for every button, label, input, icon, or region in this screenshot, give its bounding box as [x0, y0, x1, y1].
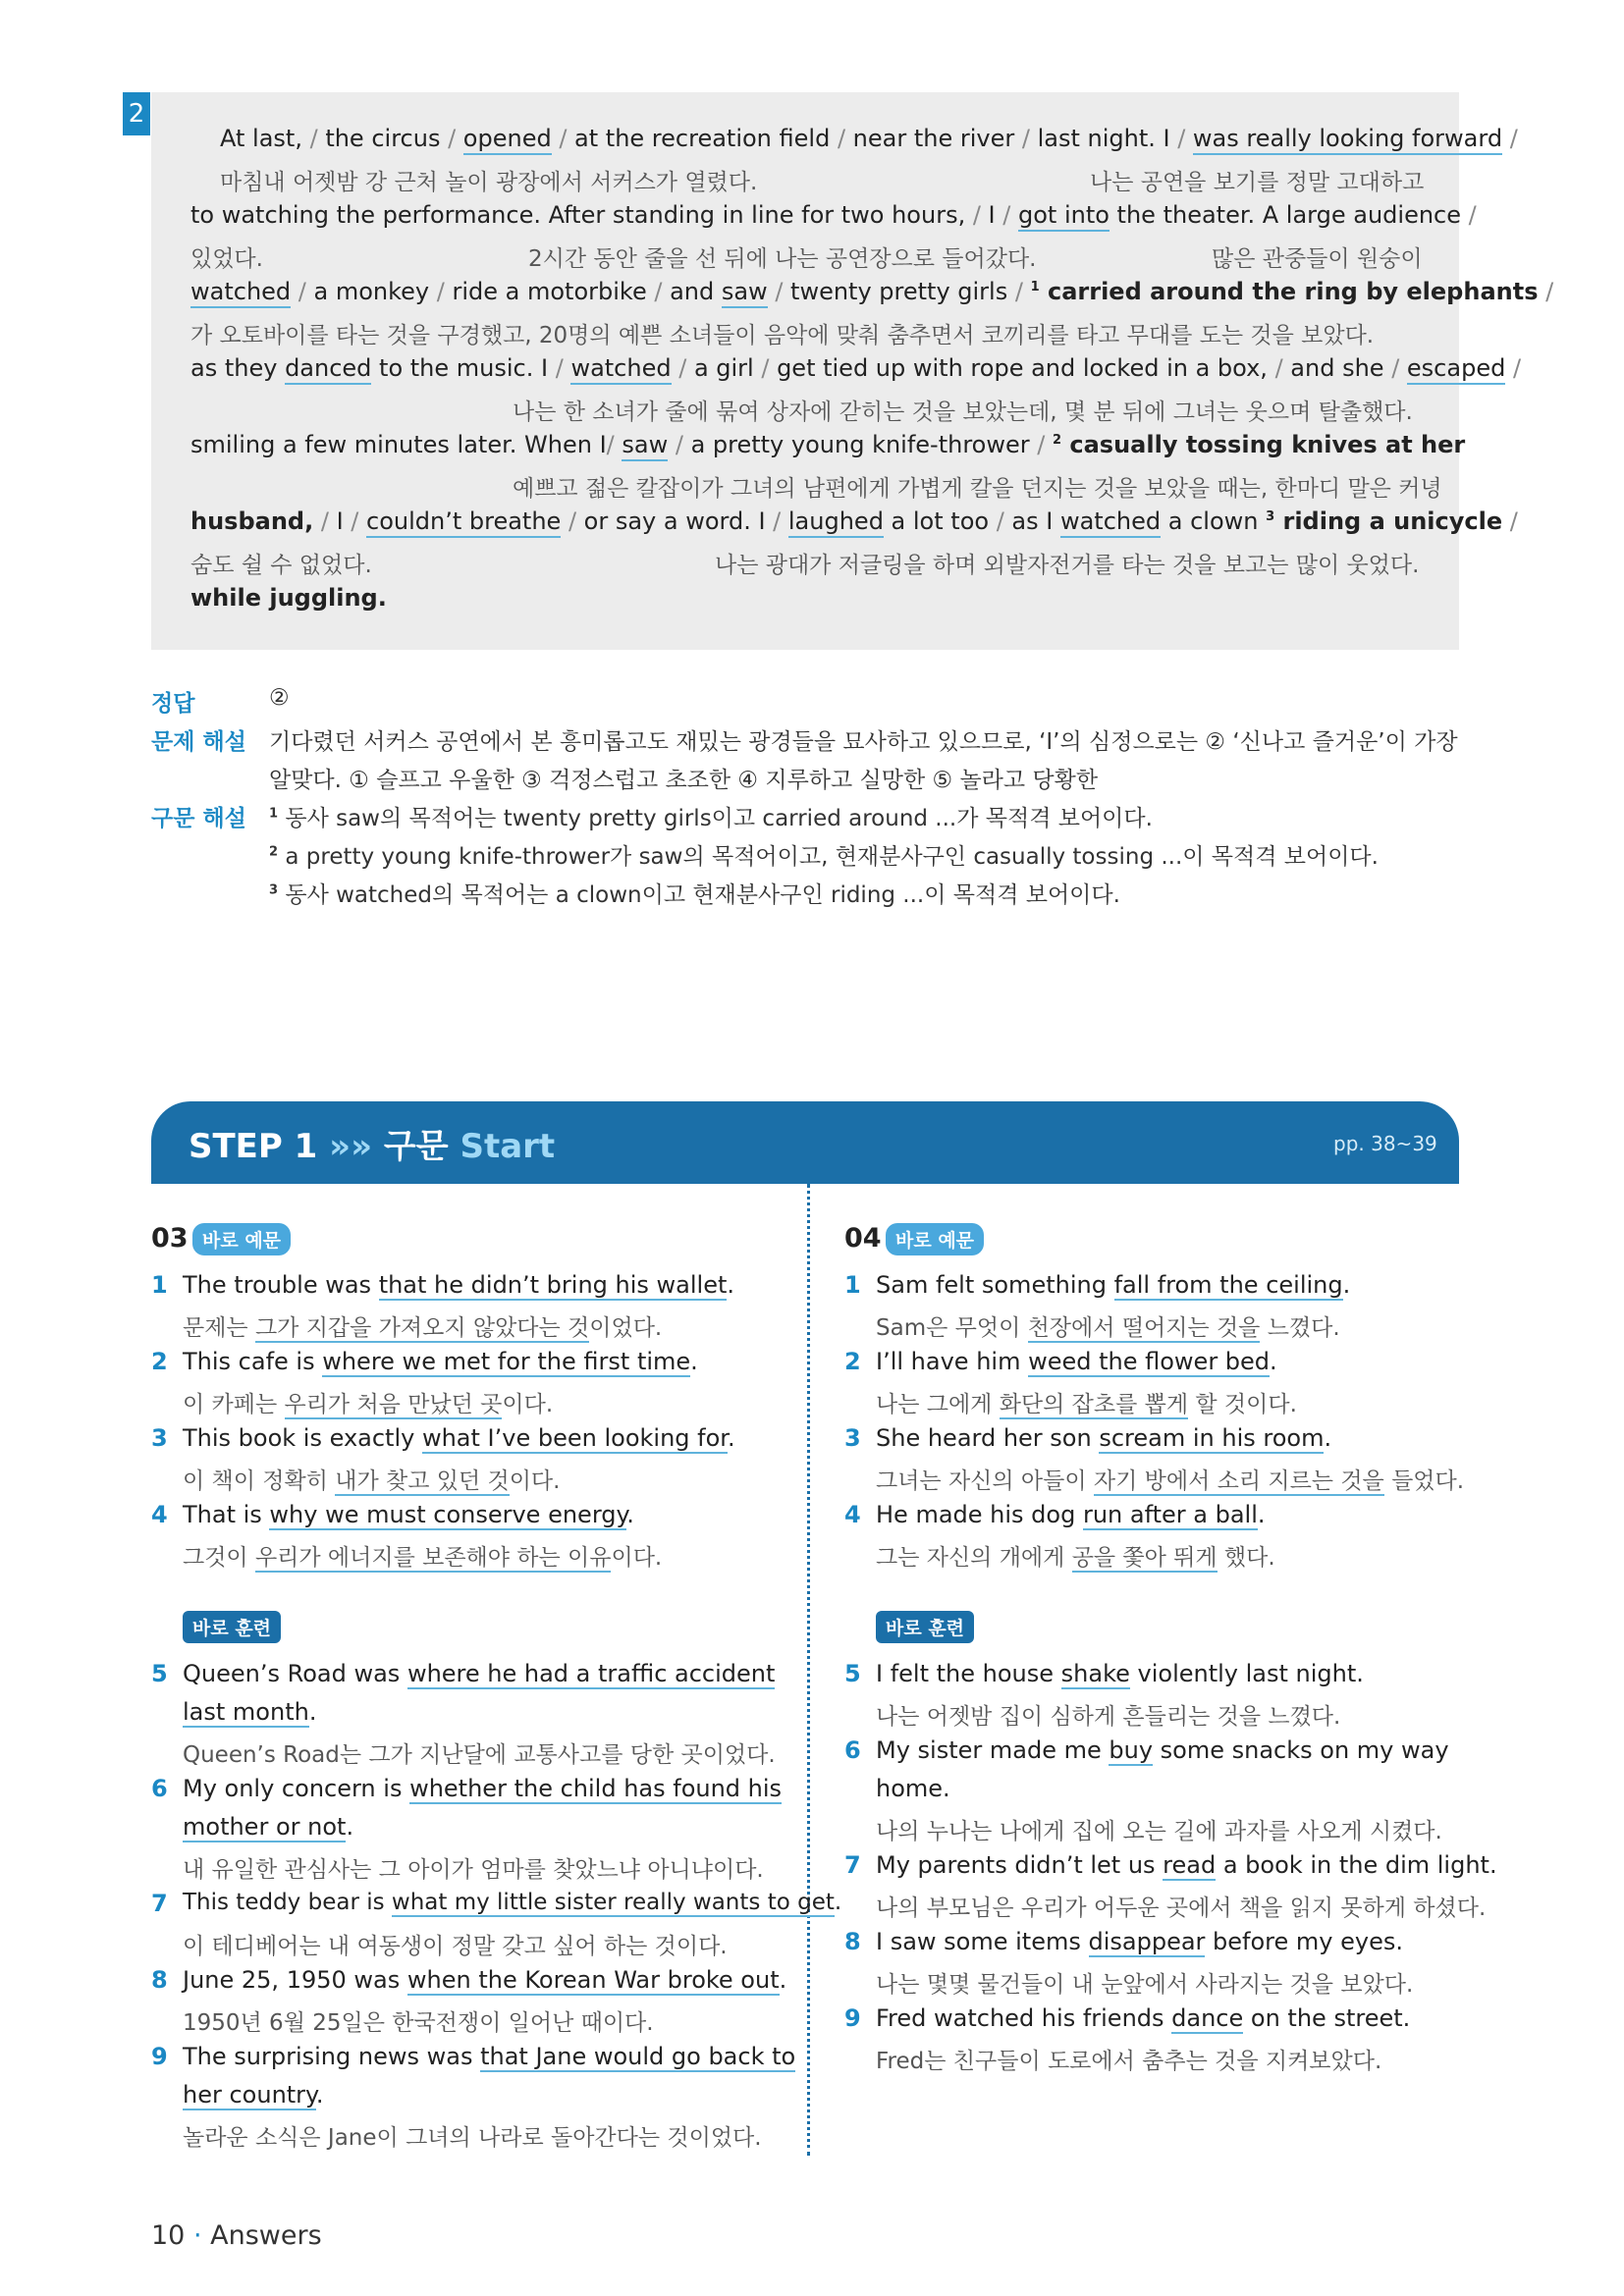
- passage-line-3: watched / a monkey / ride a motorbike / and saw / twenty pretty girls / $^1$ carried around the ring by elephants /: [190, 278, 1418, 305]
- answer-value: ②: [269, 685, 290, 711]
- structure-label: 구문 해설: [151, 806, 246, 831]
- passage-translation-3: 가 오토바이를 타는 것을 구경했고, 20명의 예쁜 소녀들이 음악에 맞춰 춤추면서 코끼리를 타고 무대를 도는 것을 보았다.: [190, 323, 1375, 348]
- item-translation: 나는 그에게 화단의 잡초를 뽑게 할 것이다.: [876, 1392, 1297, 1417]
- item-number: 8: [151, 1966, 168, 1994]
- item-number: 2: [844, 1348, 861, 1375]
- item-translation: 놀라운 소식은 Jane이 그녀의 나라로 돌아간다는 것이었다.: [183, 2125, 762, 2151]
- item-sentence: The trouble was that he didn’t bring his wallet.: [183, 1271, 735, 1299]
- double-chevron-icon: »»: [329, 1127, 384, 1166]
- section-number-03: 03: [151, 1223, 189, 1254]
- item-number: 5: [151, 1660, 168, 1687]
- item-number: 6: [844, 1736, 861, 1764]
- item-translation: Queen’s Road는 그가 지난달에 교통사고를 당한 곳이었다.: [183, 1742, 776, 1768]
- item-sentence: I’ll have him weed the flower bed.: [876, 1348, 1277, 1375]
- structure-line-2: $^2$ a pretty young knife-thrower가 saw의 목적어이고, 현재분사구인 casually tossing ...이 목적격 보어이다.: [269, 844, 1379, 870]
- column-divider: [807, 1184, 810, 2156]
- item-number: 9: [844, 2004, 861, 2032]
- item-translation: Sam은 무엇이 천장에서 떨어지는 것을 느꼈다.: [876, 1315, 1340, 1341]
- item-sentence: The surprising news was that Jane would go back to: [183, 2043, 796, 2070]
- item-number: 7: [844, 1851, 861, 1879]
- item-number: 1: [151, 1271, 168, 1299]
- structure-line-1: $^1$ 동사 saw의 목적어는 twenty pretty girls이고 carried around ...가 목적격 보어이다.: [269, 806, 1153, 831]
- item-sentence: She heard her son scream in his room.: [876, 1424, 1332, 1452]
- explanation-label: 문제 해설: [151, 729, 246, 755]
- item-translation: Fred는 친구들이 도로에서 춤추는 것을 지켜보았다.: [876, 2049, 1382, 2074]
- item-translation: 이 책이 정확히 내가 찾고 있던 것이다.: [183, 1468, 561, 1494]
- passage-translation-4: 나는 한 소녀가 줄에 묶여 상자에 갇히는 것을 보았는데, 몇 분 뒤에 그녀는 웃으며 탈출했다.: [513, 400, 1413, 425]
- item-sentence: Queen’s Road was where he had a traffic accident: [183, 1660, 776, 1687]
- item-sentence-cont: last month.: [183, 1698, 317, 1726]
- item-translation: 그것이 우리가 에너지를 보존해야 하는 이유이다.: [183, 1545, 663, 1571]
- item-number: 4: [844, 1501, 861, 1528]
- passage-translation-1: 마침내 어젯밤 강 근처 놀이 광장에서 서커스가 열렸다.: [220, 170, 758, 195]
- passage-line-7: while juggling.: [190, 584, 387, 612]
- practice-tag: 바로 훈련: [876, 1611, 974, 1643]
- passage-translation-2a: 있었다.: [190, 246, 263, 272]
- item-sentence: This book is exactly what I’ve been looking for.: [183, 1424, 735, 1452]
- passage-line-4: as they danced to the music. I / watched / a girl / get tied up with rope and locked in a box, / and she / escaped /: [190, 354, 1418, 382]
- item-translation: 그는 자신의 개에게 공을 쫓아 뛰게 했다.: [876, 1545, 1275, 1571]
- item-translation: 그녀는 자신의 아들이 자기 방에서 소리 지르는 것을 들었다.: [876, 1468, 1465, 1494]
- item-translation: 나는 어젯밤 집이 심하게 흔들리는 것을 느꼈다.: [876, 1704, 1341, 1730]
- item-sentence: He made his dog run after a ball.: [876, 1501, 1266, 1528]
- passage-line-6: husband, / I / couldn’t breathe / or say a word. I / laughed a lot too / as I watched a clown $^3$ riding a unicycle /: [190, 507, 1418, 535]
- item-number: 9: [151, 2043, 168, 2070]
- item-number: 6: [151, 1775, 168, 1802]
- passage-translation-6a: 숨도 쉴 수 없었다.: [190, 553, 372, 578]
- item-sentence: That is why we must conserve energy.: [183, 1501, 634, 1528]
- item-sentence: I felt the house shake violently last night.: [876, 1660, 1364, 1687]
- item-sentence-cont: mother or not.: [183, 1813, 354, 1841]
- item-translation: 문제는 그가 지갑을 가져오지 않았다는 것이었다.: [183, 1315, 663, 1341]
- footer-label: Answers: [210, 2220, 322, 2251]
- item-sentence: June 25, 1950 was when the Korean War broke out.: [183, 1966, 787, 1994]
- item-number: 3: [151, 1424, 168, 1452]
- passage-line-1: At last, / the circus / opened / at the recreation field / near the river / last night. I / was really looking forward /: [220, 125, 1447, 152]
- item-translation: 내 유일한 관심사는 그 아이가 엄마를 찾았느냐 아니냐이다.: [183, 1857, 764, 1883]
- passage-translation-6b: 나는 광대가 저글링을 하며 외발자전거를 타는 것을 보고는 많이 웃었다.: [715, 553, 1420, 578]
- example-tag: 바로 예문: [192, 1223, 291, 1255]
- item-sentence: Sam felt something fall from the ceiling.: [876, 1271, 1351, 1299]
- item-sentence: I saw some items disappear before my eyes.: [876, 1928, 1403, 1955]
- step-title: STEP 1 »» 구문 Start: [189, 1127, 556, 1166]
- item-translation: 나의 누나는 나에게 집에 오는 길에 과자를 사오게 시켰다.: [876, 1819, 1442, 1844]
- item-sentence-cont: home.: [876, 1775, 950, 1802]
- item-sentence: My sister made me buy some snacks on my way: [876, 1736, 1449, 1764]
- section-number-04: 04: [844, 1223, 882, 1254]
- item-number: 7: [151, 1890, 168, 1917]
- item-number: 8: [844, 1928, 861, 1955]
- page-number: 10: [151, 2220, 186, 2251]
- item-translation: 이 테디베어는 내 여동생이 정말 갖고 싶어 하는 것이다.: [183, 1934, 728, 1959]
- item-sentence: This teddy bear is what my little sister really wants to get.: [183, 1890, 842, 1915]
- item-translation: 나는 몇몇 물건들이 내 눈앞에서 사라지는 것을 보았다.: [876, 1972, 1414, 1998]
- passage-translation-2c: 많은 관중들이 원숭이: [1212, 246, 1423, 272]
- item-sentence: This cafe is where we met for the first time.: [183, 1348, 698, 1375]
- item-number: 2: [151, 1348, 168, 1375]
- passage-translation-1b: 나는 공연을 보기를 정말 고대하고: [1090, 170, 1425, 195]
- passage-translation-2b: 2시간 동안 줄을 선 뒤에 나는 공연장으로 들어갔다.: [528, 246, 1037, 272]
- item-number: 5: [844, 1660, 861, 1687]
- explanation-line-1: 기다렸던 서커스 공연에서 본 흥미롭고도 재밌는 광경들을 묘사하고 있으므로, ‘I’의 심정으로는 ② ‘신나고 즐거운’이 가장: [269, 729, 1458, 755]
- item-sentence: My only concern is whether the child has found his: [183, 1775, 783, 1802]
- passage-line-2: to watching the performance. After standing in line for two hours, / I / got into the theater. A large audience /: [190, 201, 1418, 229]
- practice-tag: 바로 훈련: [183, 1611, 281, 1643]
- item-sentence-cont: her country.: [183, 2081, 324, 2109]
- question-number-badge: 2: [123, 92, 150, 135]
- page-range: pp. 38~39: [1333, 1132, 1437, 1155]
- item-number: 4: [151, 1501, 168, 1528]
- explanation-line-2: 알맞다. ① 슬프고 우울한 ③ 걱정스럽고 초조한 ④ 지루하고 실망한 ⑤ 놀라고 당황한: [269, 768, 1099, 793]
- structure-line-3: $^3$ 동사 watched의 목적어는 a clown이고 현재분사구인 riding ...이 목적격 보어이다.: [269, 882, 1120, 908]
- passage-line-5: smiling a few minutes later. When I/ saw / a pretty young knife-thrower / $^2$ casually tossing knives at her: [190, 431, 1418, 458]
- item-translation: 1950년 6월 25일은 한국전쟁이 일어난 때이다.: [183, 2010, 654, 2036]
- page-footer: 10 · Answers: [151, 2220, 322, 2251]
- item-translation: 이 카페는 우리가 처음 만났던 곳이다.: [183, 1392, 554, 1417]
- item-number: 1: [844, 1271, 861, 1299]
- item-sentence: Fred watched his friends dance on the street.: [876, 2004, 1411, 2032]
- answer-label: 정답: [151, 691, 195, 717]
- passage-translation-5: 예쁘고 젊은 칼잡이가 그녀의 남편에게 가볍게 칼을 던지는 것을 보았을 때는, 한마디 말은 커녕: [513, 476, 1442, 502]
- item-translation: 나의 부모님은 우리가 어두운 곳에서 책을 읽지 못하게 하셨다.: [876, 1896, 1487, 1921]
- example-tag: 바로 예문: [886, 1223, 984, 1255]
- item-number: 3: [844, 1424, 861, 1452]
- item-sentence: My parents didn’t let us read a book in the dim light.: [876, 1851, 1497, 1879]
